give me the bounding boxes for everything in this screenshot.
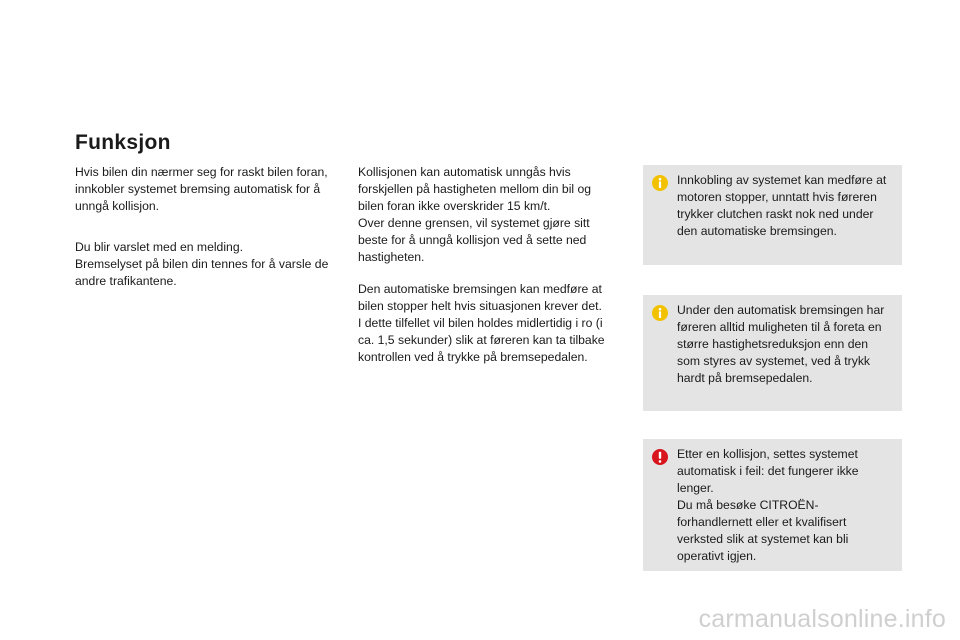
watermark: carmanualsonline.info [698,605,946,633]
text-column-middle [358,164,616,366]
paragraph: Hvis bilen din nærmer seg for raskt bilen foran, innkobler systemet bremsing automatisk for å unngå kollisjon. [75,165,328,213]
paragraph: Over denne grensen, vil systemet gjøre sitt beste for å unngå kollisjon ved å sette ned hastigheten. [358,216,590,264]
info-icon [652,305,668,321]
warning-icon [652,449,668,465]
paragraph: I dette tilfellet vil bilen holdes midlertidig i ro (i ca. 1,5 sekunder) slik at føreren kan ta tilbake kontrollen ved å trykke på bremsepedalen. [358,316,605,364]
paragraph: Kollisjonen kan automatisk unngås hvis forskjellen på hastigheten mellom din bil og bilen foran ikke overskrider 15 km/t. [358,165,592,213]
note-text: Under den automatisk bremsingen har føreren alltid muligheten til å foreta en større hastighetsreduksjon enn den som styres av systemet, ved å trykk hardt på bremsepedalen. [677,303,885,385]
page-title: Funksjon [75,131,171,154]
note-text: Du må besøke CITROËN-forhandlernett eller et kvalifisert verksted slik at systemet kan bli operativt igjen. [677,498,849,563]
note-text: Etter en kollisjon, settes systemet automatisk i feil: det fungerer ikke lenger. [677,447,859,495]
info-note-braking [643,295,902,411]
info-note-clutch [643,165,902,265]
note-text: Innkobling av systemet kan medføre at motoren stopper, unntatt hvis føreren trykker clutchen raskt nok ned under den automatiske bremsingen. [677,173,887,238]
paragraph: Bremselyset på bilen din tennes for å varsle de andre trafikantene. [75,257,329,288]
info-icon [652,175,668,191]
paragraph: Den automatiske bremsingen kan medføre at bilen stopper helt hvis situasjonen krever det. [358,282,602,313]
warning-note-collision [643,439,902,571]
text-column-left [75,164,337,290]
paragraph: Du blir varslet med en melding. [75,240,243,254]
